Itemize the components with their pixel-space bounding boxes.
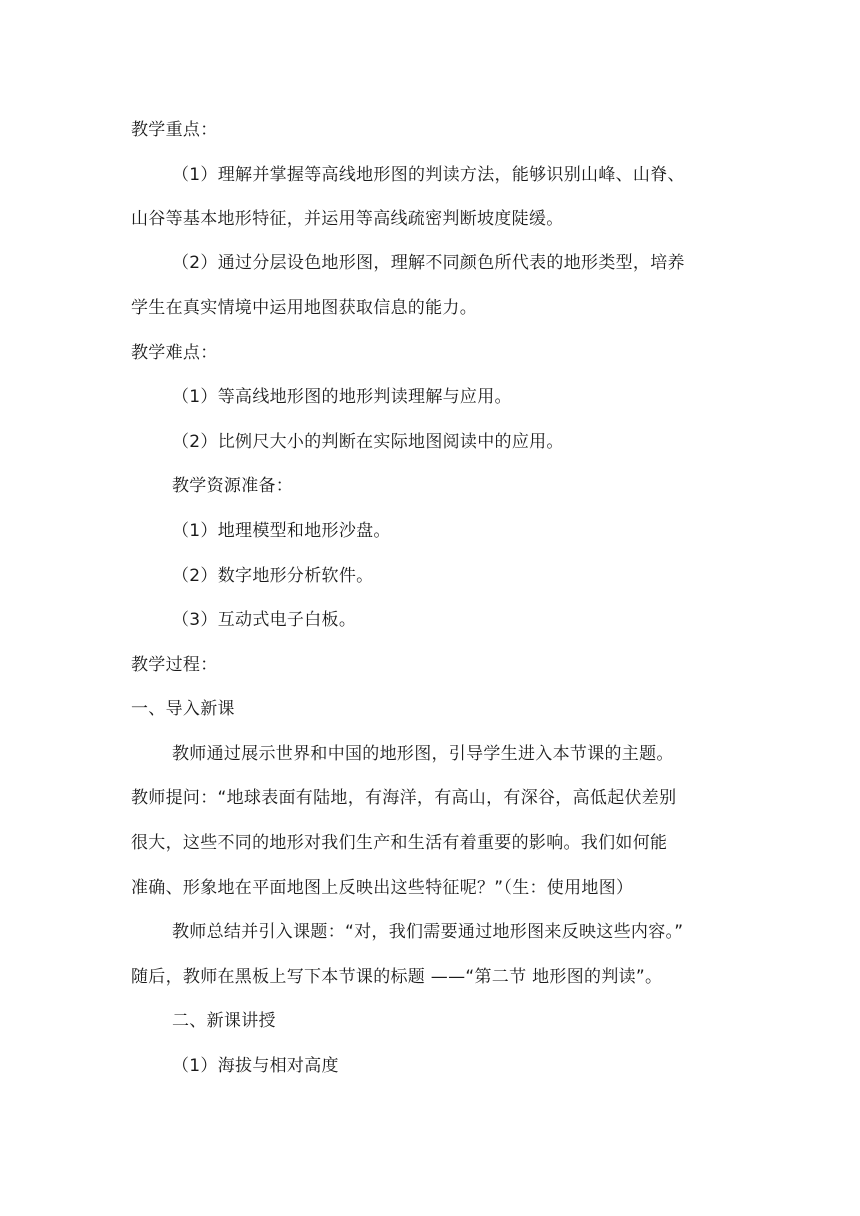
list-item: （1）等高线地形图的地形判读理解与应用。 [172, 387, 512, 407]
paragraph-line: 山谷等基本地形特征，并运用等高线疏密判断坡度陡缓。 [131, 209, 564, 229]
list-item: （1）地理模型和地形沙盘。 [172, 521, 391, 541]
heading-teaching-process: 教学过程： [131, 655, 218, 675]
heading-teaching-difficulty: 教学难点： [131, 343, 218, 363]
paragraph-line: （1）理解并掌握等高线地形图的判读方法，能够识别山峰、山脊、 [172, 165, 685, 185]
section-heading: 二、新课讲授 [172, 1011, 276, 1031]
paragraph-line: 准确、形象地在平面地图上反映出这些特征呢？”（生：使用地图） [131, 878, 634, 898]
list-item: （3）互动式电子白板。 [172, 610, 357, 630]
paragraph-line: 很大，这些不同的地形对我们生产和生活有着重要的影响。我们如何能 [131, 833, 668, 853]
paragraph-line: （2）通过分层设色地形图，理解不同颜色所代表的地形类型，培养 [172, 253, 685, 273]
heading-resources: 教学资源准备： [172, 476, 294, 496]
paragraph-line: 教师通过展示世界和中国的地形图，引导学生进入本节课的主题。 [172, 744, 674, 764]
list-item: （2）比例尺大小的判断在实际地图阅读中的应用。 [172, 432, 564, 452]
paragraph-line: 教师提问：“地球表面有陆地，有海洋，有高山，有深谷，高低起伏差别 [131, 788, 677, 808]
section-heading: 一、导入新课 [131, 699, 235, 719]
paragraph-line: 学生在真实情境中运用地图获取信息的能力。 [131, 298, 477, 318]
list-item: （2）数字地形分析软件。 [172, 566, 374, 586]
heading-teaching-focus: 教学重点： [131, 120, 218, 140]
subsection-heading: （1）海拔与相对高度 [172, 1056, 339, 1076]
paragraph-line: 教师总结并引入课题：“对，我们需要通过地形图来反映这些内容。” [172, 922, 684, 942]
paragraph-line: 随后，教师在黑板上写下本节课的标题 ——“第二节 地形图的判读”。 [131, 967, 663, 987]
